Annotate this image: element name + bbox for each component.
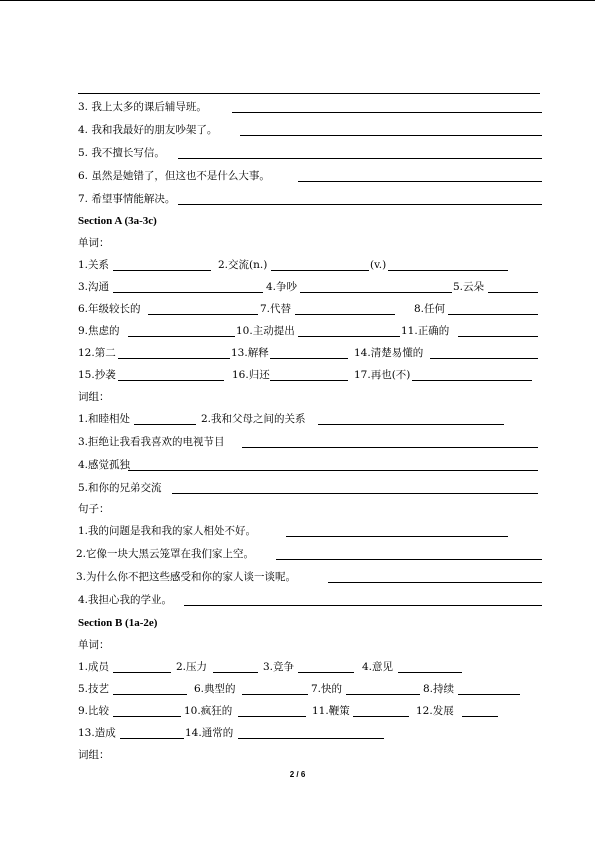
word-item: 7.快的 (311, 683, 343, 695)
phrase-item: 5.和你的兄弟交流 (78, 482, 162, 494)
word-item: 15.抄袭 (78, 369, 116, 381)
answer-blank[interactable] (430, 346, 538, 359)
word-item: 2.交流(n.) (218, 259, 268, 271)
answer-blank[interactable] (120, 726, 184, 739)
answer-blank[interactable] (276, 547, 542, 560)
phrases-label: 词组： (78, 749, 110, 761)
sentence-item: 4. 我和我最好的朋友吵架了。 (78, 124, 218, 136)
answer-blank[interactable] (113, 704, 181, 717)
answer-blank[interactable] (398, 660, 462, 673)
answer-blank[interactable] (388, 258, 508, 271)
answer-blank[interactable] (113, 682, 187, 695)
page-number: 2 / 6 (289, 770, 306, 779)
answer-blank[interactable] (270, 346, 348, 359)
answer-blank[interactable] (458, 682, 520, 695)
word-item: 6.典型的 (194, 683, 236, 695)
word-item: 1.成员 (78, 661, 110, 673)
section-b-title: Section B (1a-2e) (78, 617, 158, 629)
answer-line (78, 93, 540, 94)
word-item: 3.竞争 (263, 661, 295, 673)
word-item: 6.年级较长的 (78, 303, 141, 315)
section-a-title: Section A (3a-3c) (78, 215, 157, 227)
answer-blank[interactable] (178, 146, 542, 159)
word-item: 16.归还 (232, 369, 270, 381)
answer-blank[interactable] (184, 593, 542, 606)
sentence-item: 6. 虽然是她错了，但这也不是什么大事。 (78, 170, 270, 182)
answer-blank[interactable] (240, 123, 542, 136)
phrase-item: 2.我和父母之间的关系 (201, 413, 306, 425)
answer-blank[interactable] (128, 458, 538, 471)
answer-blank[interactable] (148, 302, 258, 315)
answer-blank[interactable] (118, 368, 224, 381)
answer-blank[interactable] (286, 524, 508, 537)
word-item: 14.通常的 (185, 727, 234, 739)
words-label: 单词： (78, 237, 110, 249)
word-item: 4.意见 (362, 661, 394, 673)
word-item: 7.代替 (260, 303, 292, 315)
answer-blank[interactable] (242, 682, 308, 695)
answer-blank[interactable] (448, 302, 538, 315)
answer-blank[interactable] (271, 258, 369, 271)
answer-blank[interactable] (118, 346, 230, 359)
word-item: 17.再也(不) (354, 369, 411, 381)
word-item: 14.清楚易懂的 (354, 347, 424, 359)
page-top-border (0, 0, 595, 1)
sentence-item: 3. 我上太多的课后辅导班。 (78, 101, 207, 113)
sentence-item: 2.它像一块大黑云笼罩在我们家上空。 (76, 548, 255, 560)
word-item: 5.云朵 (453, 281, 485, 293)
answer-blank[interactable] (298, 324, 400, 337)
answer-blank[interactable] (128, 324, 235, 337)
phrase-item: 3.拒绝让我看我喜欢的电视节目 (78, 436, 225, 448)
answer-blank[interactable] (328, 570, 542, 583)
answer-blank[interactable] (113, 660, 171, 673)
answer-blank[interactable] (300, 280, 452, 293)
word-item: 10.主动提出 (236, 325, 295, 337)
word-item: 8.任何 (414, 303, 446, 315)
word-item: 13.解释 (231, 347, 269, 359)
answer-blank[interactable] (113, 280, 263, 293)
word-item: 11.正确的 (401, 325, 450, 337)
word-item: 10.疯狂的 (184, 705, 233, 717)
answer-blank[interactable] (458, 324, 538, 337)
word-item: 12.发展 (416, 705, 454, 717)
answer-blank[interactable] (346, 682, 420, 695)
answer-blank[interactable] (238, 726, 384, 739)
answer-blank[interactable] (318, 412, 504, 425)
answer-blank[interactable] (238, 704, 306, 717)
sentences-label: 句子： (78, 503, 110, 515)
answer-blank[interactable] (213, 660, 258, 673)
words-label: 单词： (78, 639, 110, 651)
word-item: 5.技艺 (78, 683, 110, 695)
answer-blank[interactable] (298, 169, 542, 182)
phrase-item: 4.感觉孤独 (78, 459, 131, 471)
word-item: 9.比较 (78, 705, 110, 717)
answer-blank[interactable] (488, 280, 538, 293)
answer-blank[interactable] (295, 302, 395, 315)
sentence-item: 7. 希望事情能解决。 (78, 193, 176, 205)
answer-blank[interactable] (113, 258, 211, 271)
answer-blank[interactable] (412, 368, 532, 381)
word-item: 2.压力 (176, 661, 208, 673)
answer-blank[interactable] (242, 435, 538, 448)
answer-blank[interactable] (178, 192, 542, 205)
sentence-item: 5. 我不擅长写信。 (78, 147, 165, 159)
sentence-item: 4.我担心我的学业。 (78, 594, 173, 606)
sentence-item: 3.为什么你不把这些感受和你的家人谈一谈呢。 (76, 571, 297, 583)
word-item: 9.焦虑的 (78, 325, 120, 337)
phrases-label: 词组： (78, 391, 110, 403)
word-item: 12.第二 (78, 347, 116, 359)
word-item: 11.鞭策 (312, 705, 350, 717)
answer-blank[interactable] (462, 704, 498, 717)
answer-blank[interactable] (172, 481, 538, 494)
sentence-item: 1.我的问题是我和我的家人相处不好。 (78, 525, 257, 537)
answer-blank[interactable] (298, 660, 354, 673)
answer-blank[interactable] (134, 412, 196, 425)
word-item: 8.持续 (423, 683, 455, 695)
word-item: 4.争吵 (266, 281, 298, 293)
word-item: 3.沟通 (78, 281, 110, 293)
phrase-item: 1.和睦相处 (78, 413, 131, 425)
answer-blank[interactable] (232, 100, 542, 113)
word-item: 1.关系 (78, 259, 110, 271)
word-item: (v.) (370, 259, 387, 271)
answer-blank[interactable] (353, 704, 409, 717)
word-item: 13.造成 (78, 727, 116, 739)
answer-blank[interactable] (270, 368, 348, 381)
